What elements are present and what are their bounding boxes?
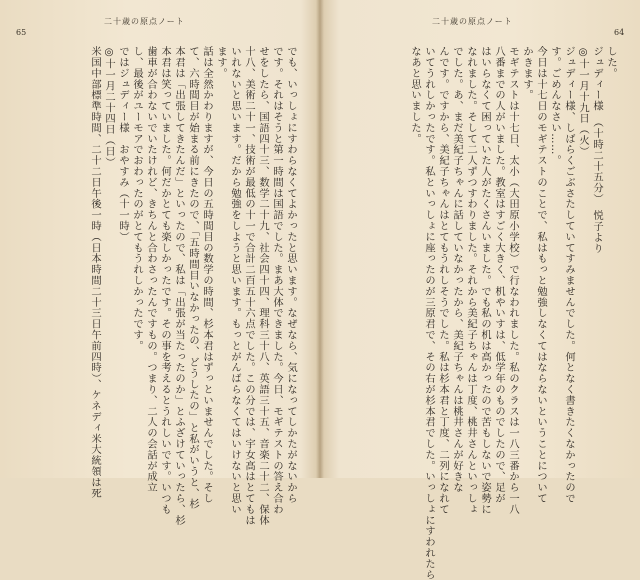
book-gutter [316, 0, 324, 478]
right-page-line: はいらなくて困っていた人がたくさんいました。でも私の机は高かったので苦もしないで姿勢に [479, 46, 491, 515]
right-page-line: モギテストは十七日、太小（大田原小学校）で行なわれました。私のクラスは一八三番から一八 [507, 46, 519, 515]
right-page-line: かきます。 [521, 46, 533, 101]
left-page-line: 米国中部標準時間、二十二日午後一時（日本時間二十三日午前四時）、ケネディ米大統領は死 [89, 46, 101, 499]
left-page-line: です。それはそうと第一時間は国語でした。まあ大体できました。今日、モギテストの答え合わ [271, 46, 283, 515]
right-page-line: 今日は十七日のモギテストのことで、私はもっと勉強しなくてはならないということについて [535, 46, 547, 504]
left-page-line: でも、いっしょにすわらなくてよかったと思います。なぜなら、気になってしかたがないから [285, 46, 297, 504]
right-page-line: でした。あ、まだ美紀子ちゃんに話していなかったから、美紀子ちゃんは桃井さんが好きな [451, 46, 463, 493]
left-page-line: 歯車が合わないでいたけれど、きちんと合わさったんですもの。つまり、二人の会話が成立 [145, 46, 157, 493]
left-page-line: 本君は「出張してきたんだ」といったので、私は「出張が当たったのか」とふざけていったら、杉 [173, 46, 185, 526]
right-page-line: ジュディー様 （十時二十五分） 悦子より [591, 46, 603, 254]
right-running-head: 二十歳の原点ノート [432, 17, 513, 26]
left-running-head: 二十歳の原点ノート [104, 17, 185, 26]
right-page-line: す。ごめんなさい……。 [549, 46, 561, 166]
right-page-number: 64 [614, 28, 625, 37]
left-page [0, 0, 316, 526]
left-page-line: し、最後がユーモアでおわったのがとてもうれしかったです。 [131, 46, 143, 352]
right-page-line: ジュディー様、しばらくごぶさたしていてすみませんでした。何となく書きたくなかったので [563, 46, 575, 504]
right-page-line: んです。ですから、美紀子ちゃんはとてもうれしそうでした。私は杉本君と丁度、二列になれて [437, 46, 449, 515]
right-page-line: いてうれしかったです。私といっしょに座ったのが三原君で、その右が杉本君でした。いっしょにすわれたら [423, 46, 435, 580]
right-page-line: なあと思いました。 [409, 46, 421, 145]
left-page-line: 本君は笑っていました。何だかとても楽しかったです。その事を考えるとうれしいです。いつも [159, 46, 171, 515]
left-page-number: 65 [16, 28, 27, 37]
left-page-line: ではジュディー様 おやすみ（十一時） [117, 46, 129, 243]
right-page-line: なれました。そして二人ずつすわりました。それから美紀子ちゃんは丁度、桃井さんといっしょ [465, 46, 477, 515]
left-page-line: せをしたら、国語四十三、数学二十九、社会四十四、理科三十八、英語三十五、音楽二十二、保体 [257, 46, 269, 526]
right-page-line: した。 [605, 46, 617, 79]
right-page-line: ◎十一月十九日（火） [577, 46, 589, 157]
left-page-line: て、六時間目が始まる前にきたので、「五時間目いなかったの、どうしたの」と私がいうと、杉 [187, 46, 199, 510]
right-page-text [408, 46, 618, 580]
left-page-text [88, 46, 298, 526]
right-page-line: 八番までの人がいました。教室はすごく大きく、机やいすは、低学年のものでしたので、足が [493, 46, 505, 504]
left-page-line: ◎十一月二十四日（日） [103, 46, 115, 168]
left-page-line: いれないと思います。だから勉強をしようと思います。もっとがんばらなくてはいけないと思い [229, 46, 241, 515]
left-page-line: 話は全然かわりますが、今日の五時間目の数学の時間、杉本君はずっといませんでした。そし [201, 46, 213, 504]
right-page [324, 0, 640, 580]
left-page-line: 十八、美術二十一、技術が最低の十一で合計二百五十六点でした。この分では、宇女高はとてもは [243, 46, 255, 526]
left-page-line: ます。 [215, 46, 227, 79]
